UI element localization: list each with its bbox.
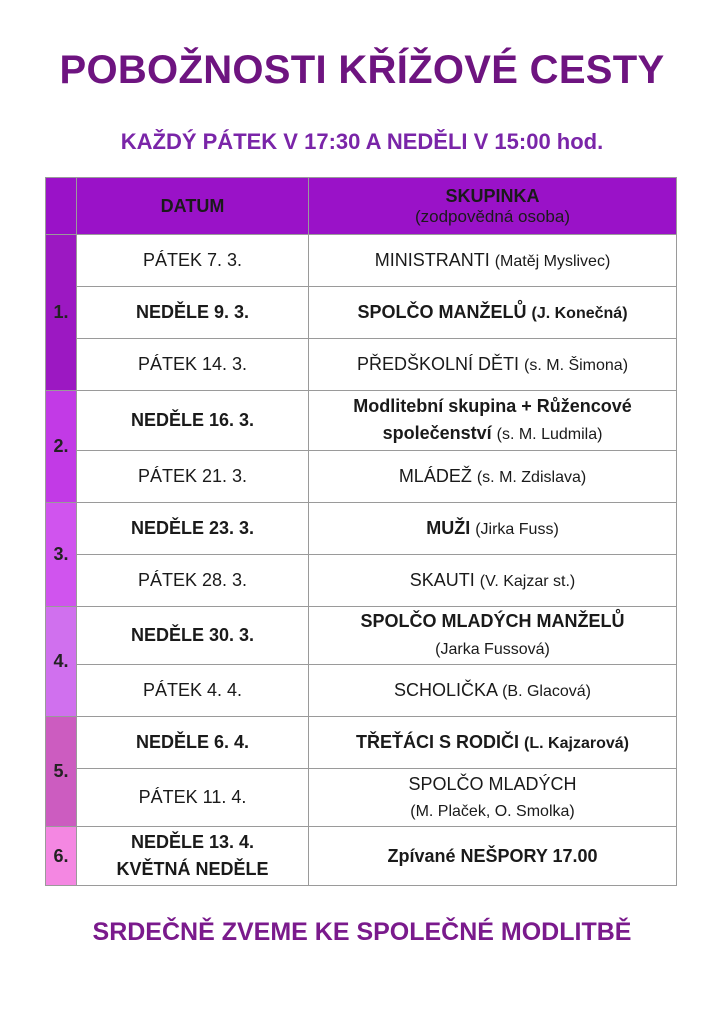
group-header-sub: (zodpovědná osoba): [414, 206, 570, 226]
schedule-table: [45, 177, 677, 886]
week-number-3: 3.: [46, 503, 77, 607]
group-cell: [309, 717, 677, 769]
week-number-2: 2.: [46, 391, 77, 503]
group-cell: [309, 607, 677, 665]
group-name: PŘEDŠKOLNÍ DĚTI: [356, 354, 519, 374]
date-cell: NEDĚLE 30. 3.: [77, 607, 309, 665]
table-row: [46, 607, 677, 665]
date-cell: PÁTEK 11. 4.: [77, 769, 309, 827]
group-name: SPOLČO MLADÝCH: [408, 773, 577, 794]
page-title: POBOŽNOSTI KŘÍŽOVÉ CESTY: [59, 48, 665, 92]
group-cell: [309, 287, 677, 339]
responsible-person: (Matěj Myslivec): [494, 253, 611, 270]
table-row: [46, 339, 677, 391]
group-name: MLÁDEŽ: [398, 466, 472, 486]
page-subtitle: KAŽDÝ PÁTEK V 17:30 A NEDĚLI V 15:00 hod.: [120, 129, 604, 154]
group-name-line1: Modlitební skupina + Růžencové: [353, 396, 632, 416]
table-header-row: [46, 178, 677, 235]
group-name: MINISTRANTI: [374, 250, 490, 270]
table-row: [46, 451, 677, 503]
group-name: TŘEŤÁCI S RODIČI: [356, 732, 520, 752]
responsible-person: (s. M. Šimona): [524, 357, 629, 374]
week-header-cell: [46, 178, 77, 235]
week-number-4: 4.: [46, 607, 77, 717]
week-number-5: 5.: [46, 717, 77, 827]
date-line2: KVĚTNÁ NEDĚLE: [116, 859, 269, 879]
date-cell: PÁTEK 28. 3.: [77, 555, 309, 607]
date-cell: PÁTEK 14. 3.: [77, 339, 309, 391]
table-row: [46, 665, 677, 717]
table-row: [46, 287, 677, 339]
week-number-1: 1.: [46, 235, 77, 391]
group-name-line2: společenství: [382, 423, 492, 443]
responsible-person: (Jirka Fuss): [475, 521, 559, 538]
date-cell: NEDĚLE 9. 3.: [77, 287, 309, 339]
date-cell: NEDĚLE 16. 3.: [77, 391, 309, 451]
group-cell: [309, 391, 677, 451]
responsible-person: (B. Glacová): [502, 683, 591, 700]
table-row: [46, 503, 677, 555]
table-row: [46, 235, 677, 287]
table-row: [46, 555, 677, 607]
group-name: SKAUTI: [409, 570, 475, 590]
group-cell: [309, 665, 677, 717]
group-cell: [309, 339, 677, 391]
group-name: SPOLČO MLADÝCH MANŽELŮ: [360, 611, 625, 631]
group-cell: [309, 503, 677, 555]
date-line1: NEDĚLE 13. 4.: [130, 832, 255, 852]
group-header-label: SKUPINKA: [445, 185, 540, 206]
responsible-person: (Jarka Fussová): [435, 641, 550, 658]
responsible-person: (V. Kajzar st.): [479, 573, 576, 590]
date-cell: NEDĚLE 6. 4.: [77, 717, 309, 769]
group-name: MUŽI: [426, 518, 471, 538]
group-cell: Zpívané NEŠPORY 17.00: [309, 827, 677, 886]
group-cell: [309, 555, 677, 607]
responsible-person: (s. M. Zdislava): [476, 469, 587, 486]
responsible-person: (L. Kajzarová): [524, 735, 629, 752]
responsible-person: (J. Konečná): [531, 305, 628, 322]
date-cell: NEDĚLE 23. 3.: [77, 503, 309, 555]
group-name: SPOLČO MANŽELŮ: [357, 302, 527, 322]
group-cell: [309, 769, 677, 827]
group-cell: [309, 451, 677, 503]
table-row: [46, 717, 677, 769]
table-row: [46, 827, 677, 886]
date-cell: PÁTEK 7. 3.: [77, 235, 309, 287]
table-row: [46, 769, 677, 827]
responsible-person: (M. Plaček, O. Smolka): [410, 802, 575, 820]
group-cell: [309, 235, 677, 287]
date-cell: PÁTEK 21. 3.: [77, 451, 309, 503]
date-cell: [77, 827, 309, 886]
table-row: [46, 391, 677, 451]
responsible-person: (s. M. Ludmila): [496, 426, 603, 443]
group-header: [309, 178, 677, 235]
footer-invitation: SRDEČNĚ ZVEME KE SPOLEČNÉ MODLITBĚ: [92, 918, 632, 946]
date-header: DATUM: [77, 178, 309, 235]
group-name: SCHOLIČKA: [394, 680, 498, 700]
week-number-6: 6.: [46, 827, 77, 886]
date-cell: PÁTEK 4. 4.: [77, 665, 309, 717]
